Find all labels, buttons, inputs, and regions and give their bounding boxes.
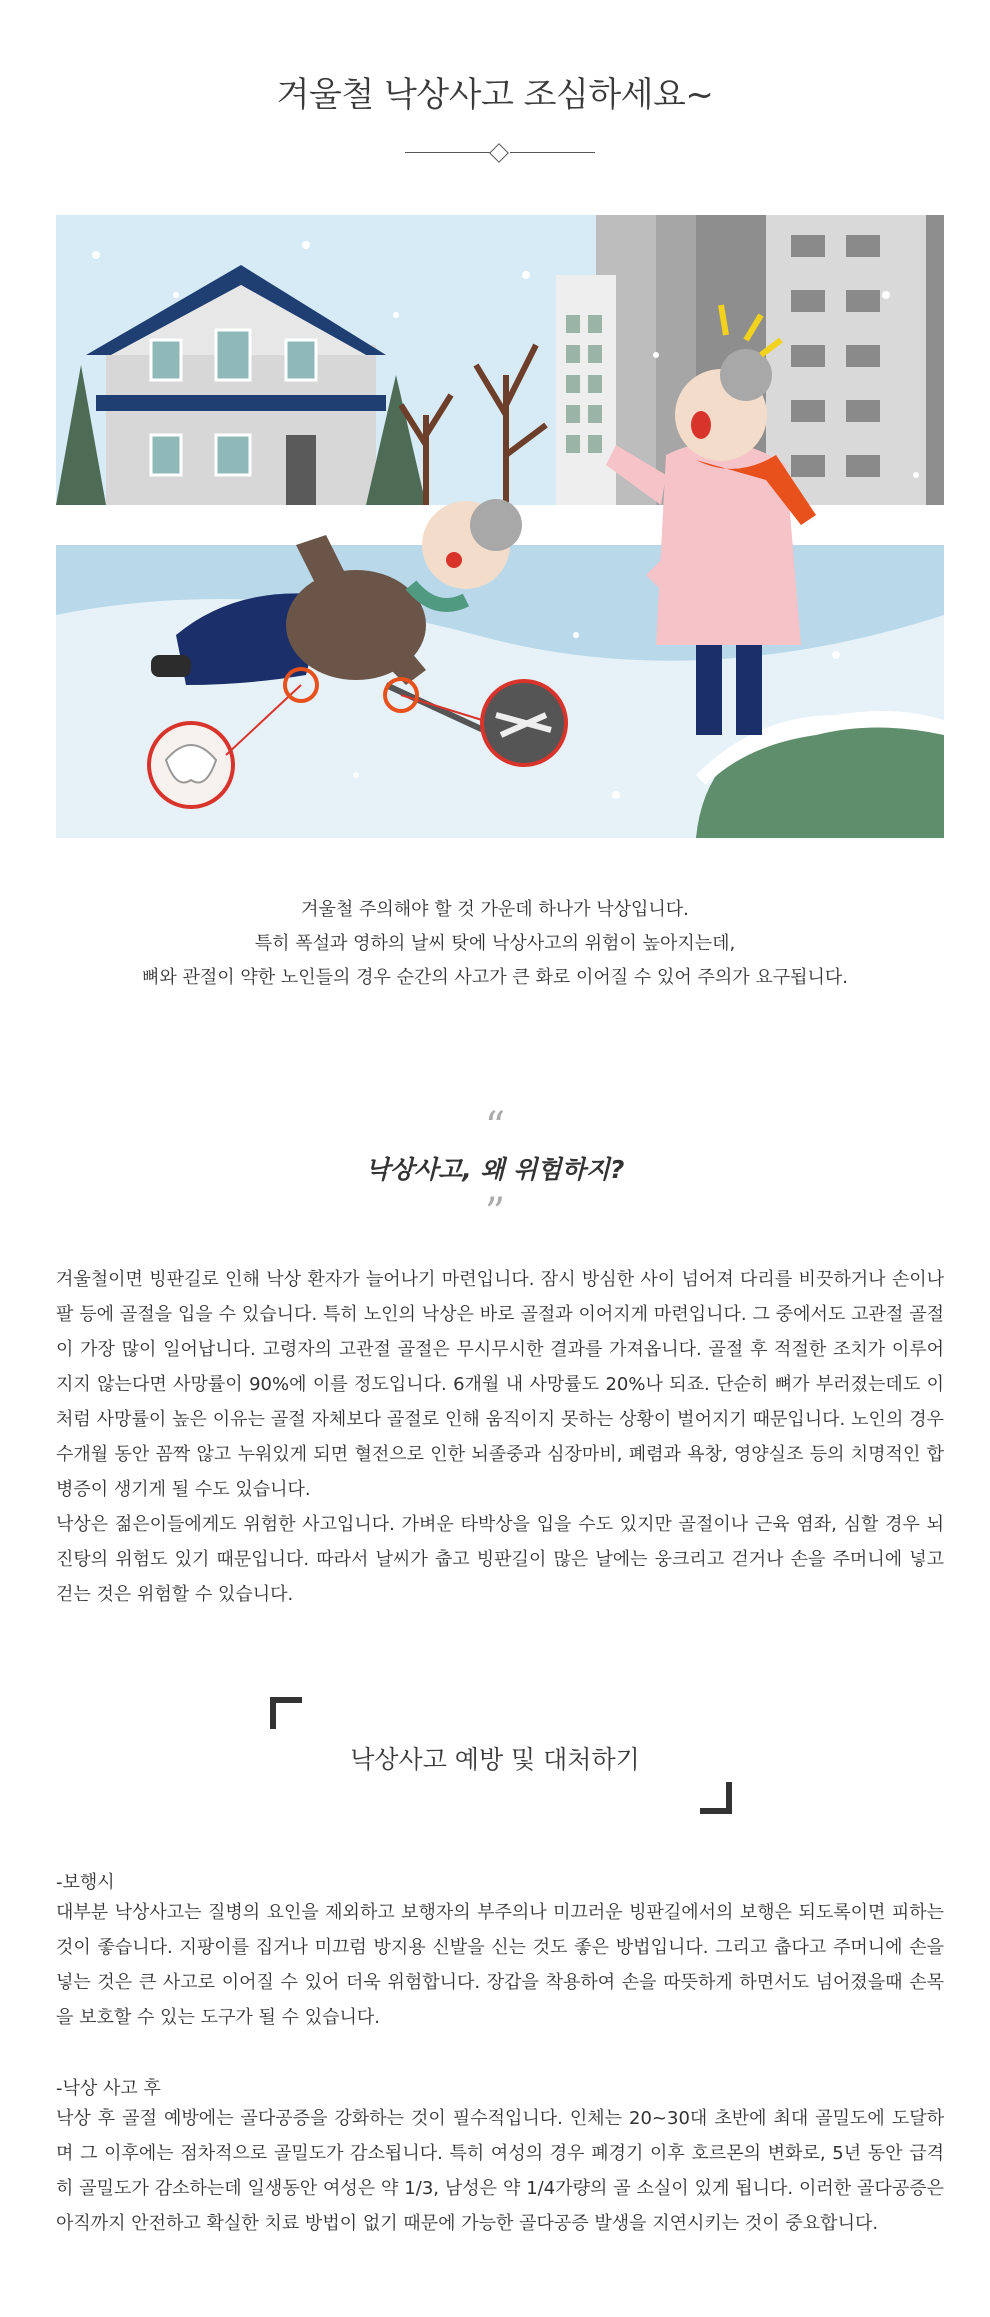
walking-paragraph: 대부분 낙상사고는 질병의 요인을 제외하고 보행자의 부주의나 미끄러운 빙판길에서의 보행은 되도록이면 피하는 것이 좋습니다. 지팡이를 집거나 미끄럼 방지용 신발을 신는 것도 좋은 방법입니다. 그리고 춥다고 주머니에 손을 넣는 것은 큰 사고로 이어질 수 있어 더욱 위험합니다. 장갑을 착용하여 손을 따뜻하게 하면서도 넘어졌을때 손목을 보호할 수 있는 도구가 될 수 있습니다. xyxy=(56,1902,944,2028)
section-title: 낙상사고 예방 및 대처하기 xyxy=(350,1745,640,1774)
divider-line-left xyxy=(405,152,490,153)
intro-line-2: 특히 폭설과 영하의 날씨 탓에 낙상사고의 위험이 높아지는데, xyxy=(254,933,736,954)
danger-paragraph-1: 겨울철이면 빙판길로 인해 낙상 환자가 늘어나기 마련입니다. 잠시 방심한 사이 넘어져 다리를 비끗하거나 손이나 팔 등에 골절을 입을 수 있습니다. 특히 노인의 낙상은 바로 골절과 이어지게 마련입니다. 그 중에서도 고관절 골절이 가장 많이 일어납니다. 고령자의 고관절 골절은 무시무시한 결과를 가져옵니다. 골절 후 적절한 조치가 이루어지지 않는다면 사망률이 90%에 이를 정도입니다. 6개월 내 사망률도 20%나 되죠. 단순히 뼈가 부러졌는데도 이처럼 사망률이 높은 이유는 골절 자체보다 골절로 인해 움직이지 못하는 상황이 벌어지기 때문입니다. 노인의 경우 수개월 동안 꼼짝 않고 누워있게 되면 혈전으로 인한 뇌졸중과 심장마비, 폐렴과 욕창, 영양실조 등의 치명적인 합병증이 생기게 될 수도 있습니다. xyxy=(56,1269,944,1500)
diamond-icon xyxy=(489,143,509,163)
bracket-bottom-right-icon xyxy=(700,1782,732,1814)
walking-label: -보행시 xyxy=(56,1872,115,1893)
title-divider xyxy=(405,146,595,160)
winter-fall-illustration xyxy=(56,215,944,838)
quote-heading: 낙상사고, 왜 위험하지? xyxy=(365,1155,625,1184)
close-quote-icon: ” xyxy=(484,1190,506,1236)
after-fall-paragraph: 낙상 후 골절 예방에는 골다공증을 강화하는 것이 필수적입니다. 인체는 20~30대 초반에 최대 골밀도에 도달하며 그 이후에는 점차적으로 골밀도가 감소됩니다. 특히 여성의 경우 폐경기 이후 호르몬의 변화로, 5년 동안 급격히 골밀도가 감소하는데 일생동안 여성은 약 1/3, 남성은 약 1/4가량의 골 소실이 있게 됩니다. 이러한 골다공증은 아직까지 안전하고 확실한 치료 방법이 없기 때문에 가능한 골다공증 발생을 지연시키는 것이 중요합니다. xyxy=(56,2108,944,2234)
open-quote-icon: “ xyxy=(484,1104,506,1150)
page-title: 겨울철 낙상사고 조심하세요~ xyxy=(276,74,714,115)
after-fall-label: -낙상 사고 후 xyxy=(56,2078,161,2099)
intro-text xyxy=(0,893,990,995)
intro-line-1: 겨울철 주의해야 할 것 가운데 하나가 낙상입니다. xyxy=(301,899,689,920)
bracket-top-left-icon xyxy=(270,1697,302,1729)
divider-line-right xyxy=(510,152,595,153)
intro-line-3: 뼈와 관절이 약한 노인들의 경우 순간의 사고가 큰 화로 이어질 수 있어 주의가 요구됩니다. xyxy=(141,967,849,988)
danger-body xyxy=(56,1262,944,1612)
danger-paragraph-2: 낙상은 젊은이들에게도 위험한 사고입니다. 가벼운 타박상을 입을 수도 있지만 골절이나 근육 염좌, 심할 경우 뇌진탕의 위험도 있기 때문입니다. 따라서 날씨가 춥고 빙판길이 많은 날에는 웅크리고 걷거나 손을 주머니에 넣고 걷는 것은 위험할 수 있습니다. xyxy=(56,1514,944,1605)
